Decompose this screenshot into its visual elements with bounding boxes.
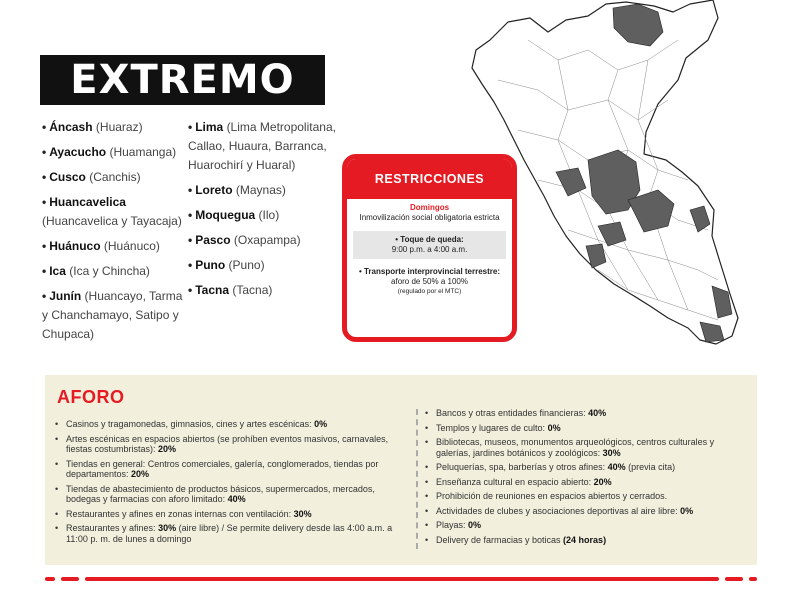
transporte-label: • Transporte interprovincial terrestre:: [358, 267, 501, 276]
aforo-item-value: 20%: [131, 469, 150, 479]
region-item: [188, 118, 338, 175]
region-name: Ica: [49, 264, 66, 278]
region-name: Huánuco: [49, 239, 101, 253]
bullet: •: [188, 120, 193, 134]
aforo-item-note: (aire libre) / Se permite delivery desde las 4:00 a.m. a 11:00 p. m. de lunes a domingo: [66, 523, 393, 544]
region-item: [42, 118, 187, 137]
region-item: [188, 256, 338, 275]
transporte-note: (regulado por el MTC): [397, 288, 462, 295]
transporte-text: aforo de 50% a 100%: [391, 277, 468, 286]
region-item: [42, 143, 187, 162]
aforo-panel: [45, 375, 757, 565]
region-detail: (Maynas): [235, 183, 286, 197]
toque-label: • Toque de queda:: [395, 235, 464, 244]
restricciones-title: RESTRICCIONES: [347, 159, 512, 199]
region-name: Loreto: [195, 183, 233, 197]
region-item: [42, 287, 187, 344]
regions-list-left: [42, 118, 187, 350]
region-name: Puno: [195, 258, 226, 272]
domingos-text: Inmovilización social obligatoria estricta: [359, 213, 500, 222]
extremo-heading: EXTREMO: [40, 55, 325, 105]
aforo-item-text: Enseñanza cultural en espacio abierto:: [436, 476, 594, 487]
aforo-item: [55, 419, 410, 430]
aforo-item-value: 0%: [314, 419, 328, 429]
region-name: Pasco: [195, 233, 231, 247]
aforo-item-text: Casinos y tragamonedas, gimnasios, cines y artes escénicas:: [66, 419, 315, 429]
aforo-item-value: 0%: [680, 505, 694, 516]
aforo-item-text: Delivery de farmacias y boticas: [436, 534, 564, 545]
peru-map: [468, 0, 768, 360]
domingos-label: Domingos: [409, 203, 450, 212]
region-detail: (Puno): [228, 258, 265, 272]
aforo-item: [425, 477, 750, 488]
bullet: •: [42, 170, 47, 184]
bullet: •: [42, 120, 47, 134]
region-name: Lima: [195, 120, 224, 134]
aforo-item-text: Artes escénicas en espacios abiertos (se prohíben eventos masivos, carnavales, fiestas costumbristas):: [66, 433, 389, 454]
aforo-item: [425, 491, 750, 502]
aforo-item-value: 40%: [588, 408, 607, 418]
aforo-item-text: Tiendas en general: Centros comerciales, galería, conglomerados, tiendas por departamentos:: [66, 458, 379, 479]
region-item: [42, 168, 187, 187]
dash: [85, 577, 719, 581]
dash: [45, 577, 55, 581]
bullet: •: [188, 233, 193, 247]
aforo-item-text: Actividades de clubes y asociaciones deportivas al aire libre:: [436, 505, 681, 516]
region-name: Cusco: [49, 170, 86, 184]
region-detail: (Huancayo, Tarma y Chanchamayo, Satipo y Chupaca): [42, 289, 183, 341]
aforo-item: [425, 462, 750, 473]
region-name: Huancavelica: [49, 195, 126, 209]
aforo-list-right: [425, 408, 750, 549]
region-item: [42, 262, 187, 281]
region-detail: (Ica y Chincha): [69, 264, 150, 278]
aforo-item-text: Bancos y otras entidades financieras:: [436, 408, 589, 418]
toque-text: 9:00 p.m. a 4:00 a.m.: [391, 245, 468, 254]
bullet: •: [42, 289, 47, 303]
aforo-item-value: 20%: [593, 476, 612, 487]
aforo-item-value: (24 horas): [563, 534, 607, 545]
region-detail: (Huánuco): [103, 239, 160, 253]
region-detail: (Huancavelica y Tayacaja): [42, 214, 182, 228]
aforo-item-value: 30%: [158, 523, 177, 533]
aforo-item-text: Bibliotecas, museos, monumentos arqueológicos, centros culturales y galerías, jardines botánicos y zoológicos:: [436, 437, 715, 458]
regions-list-right: [188, 118, 338, 306]
bottom-dashed-rule: [45, 577, 757, 581]
aforo-item-text: Restaurantes y afines:: [66, 523, 159, 533]
region-item: [188, 181, 338, 200]
aforo-item: [425, 437, 750, 458]
aforo-item-value: 30%: [293, 508, 312, 519]
region-name: Áncash: [49, 120, 93, 134]
aforo-divider: [416, 409, 418, 549]
aforo-item: [425, 535, 750, 546]
bullet: •: [188, 258, 193, 272]
aforo-item-value: 40%: [607, 462, 626, 472]
aforo-item-text: Restaurantes y afines en zonas internas con ventilación:: [66, 508, 294, 519]
bullet: •: [42, 195, 47, 209]
region-name: Junín: [49, 289, 82, 303]
bullet: •: [42, 239, 47, 253]
aforo-item-text: Peluquerías, spa, barberías y otros afines:: [436, 462, 608, 472]
region-item: [42, 193, 187, 231]
region-detail: (Oxapampa): [233, 233, 301, 247]
aforo-item: [55, 523, 410, 544]
region-detail: (Lima Metropolitana, Callao, Huaura, Barranca, Huarochirí y Huaral): [188, 120, 336, 172]
region-item: [42, 237, 187, 256]
aforo-item-text: Templos y lugares de culto:: [436, 422, 548, 433]
aforo-item: [55, 484, 410, 505]
aforo-item: [425, 520, 750, 531]
dash: [725, 577, 743, 581]
region-name: Moquegua: [195, 208, 256, 222]
aforo-item-note: (previa cita): [625, 462, 676, 472]
bullet: •: [188, 208, 193, 222]
aforo-item-value: 0%: [547, 422, 561, 433]
bullet: •: [188, 183, 193, 197]
aforo-item: [425, 423, 750, 434]
region-item: [188, 206, 338, 225]
aforo-item-value: 40%: [227, 494, 246, 504]
region-item: [188, 231, 338, 250]
region-detail: (Huaraz): [95, 120, 143, 134]
aforo-item-value: 0%: [468, 520, 482, 530]
aforo-item: [425, 506, 750, 517]
dash: [61, 577, 79, 581]
aforo-item-value: 30%: [602, 447, 621, 458]
dash: [749, 577, 757, 581]
region-name: Tacna: [195, 283, 229, 297]
aforo-list-left: [55, 419, 410, 548]
aforo-item: [55, 459, 410, 480]
bullet: •: [42, 264, 47, 278]
aforo-item-text: Prohibición de reuniones en espacios abiertos y cerrados.: [436, 491, 668, 501]
aforo-item: [425, 408, 750, 419]
bullet: •: [42, 145, 47, 159]
aforo-item-text: Playas:: [436, 520, 469, 530]
aforo-item-text: Tiendas de abastecimiento de productos básicos, supermercados, mercados, bodegas y farmacias con aforo limitado:: [66, 483, 375, 504]
aforo-item: [55, 509, 410, 520]
bullet: •: [188, 283, 193, 297]
region-name: Ayacucho: [49, 145, 107, 159]
region-detail: (Huamanga): [109, 145, 177, 159]
aforo-title: AFORO: [57, 387, 125, 407]
aforo-item-value: 20%: [158, 444, 177, 454]
region-detail: (Canchis): [89, 170, 141, 184]
aforo-item: [55, 434, 410, 455]
region-detail: (Tacna): [232, 283, 273, 297]
region-detail: (Ilo): [258, 208, 280, 222]
region-item: [188, 281, 338, 300]
